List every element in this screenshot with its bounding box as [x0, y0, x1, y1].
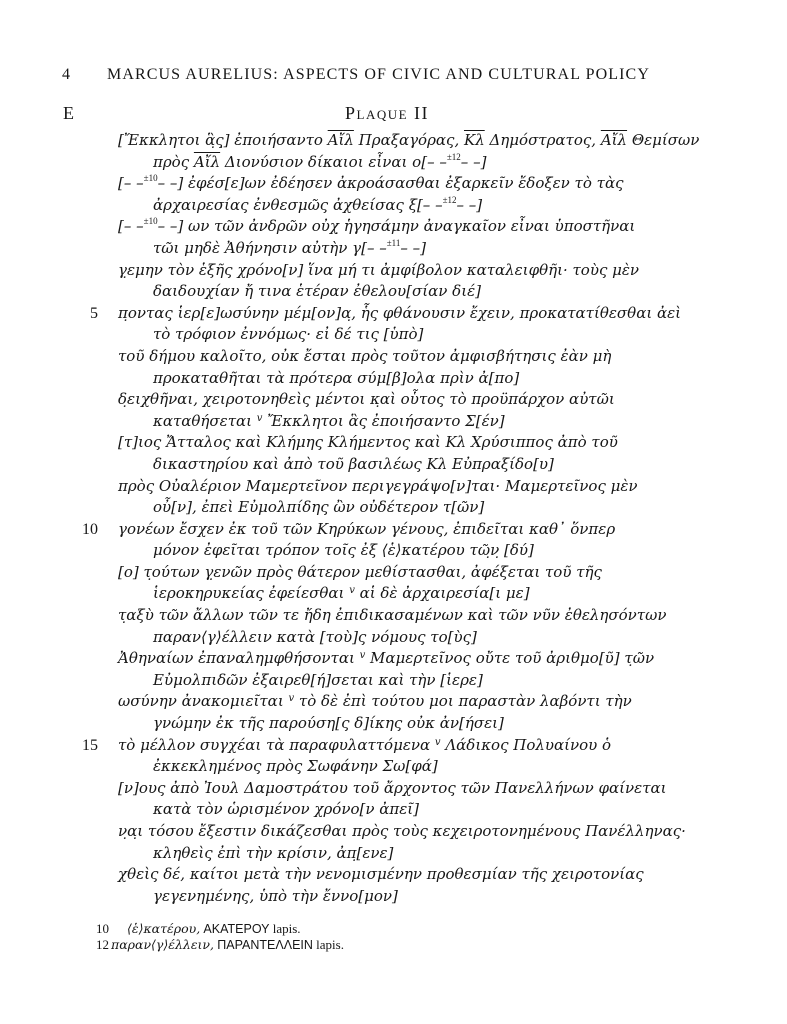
text-segment: – –] ἐφέσ[ε]ων ἐδέησεν ἀκροάσασθαι ἐξαρκεῖν ἔδοξεν τὸ τὰς: [157, 174, 624, 193]
text-segment: καταθήσεται: [153, 411, 257, 430]
text-row: [118, 130, 699, 152]
inscription-line: [118, 821, 699, 864]
text-segment: τοῦ δήμου καλοῖτο, οὐκ ἔσται πρὸς τοῦτον ἀμφισβήτησις ἐὰν μὴ: [118, 346, 612, 365]
apparatus-lemma: ⟨ἑ⟩κατέρου,: [127, 921, 201, 936]
text-segment: Ἀθηναίων ἐπαναλημφθήσονται: [118, 649, 360, 668]
text-segment: τὸ μέλλον συγχέαι τὰ παραφυλαττόμενα: [118, 735, 435, 754]
text-row: [118, 562, 699, 584]
text-segment: Μαμερτεῖνος οὔτε τοῦ ἀριθμο[ῦ] τ̣ῶν: [365, 649, 655, 668]
apparatus-note: [96, 937, 344, 953]
text-segment: κατὰ τὸν ὡρισμένον χρόνο[ν ἀπεῖ]: [153, 800, 419, 819]
lacuna-size: ±10: [143, 216, 158, 227]
text-segment: – –]: [456, 195, 483, 214]
text-row: [118, 713, 699, 735]
text-row: [118, 324, 699, 346]
text-segment: ἐκκεκλημένος πρὸς Σωφάνην Σω[φά]: [153, 757, 438, 776]
section-marker: E: [63, 103, 74, 123]
text-segment: ἀρχαιρεσίας ἐνθεσμῶς ἀχθείσας ξ[– –: [153, 195, 443, 214]
abbreviation: $\overline{Aἴ\lambda}$: [193, 152, 221, 171]
text-segment: Λάδικος Πολυαίνου ὁ: [440, 735, 612, 754]
text-row: [118, 583, 699, 605]
text-row: [118, 756, 699, 778]
vacat-mark: v: [256, 412, 263, 424]
text-row: [118, 152, 699, 174]
text-row: [118, 281, 699, 303]
text-row: [118, 432, 699, 454]
text-segment: Δημόστρατος,: [484, 131, 601, 149]
text-segment: γονέων ἔσχεν ἐκ τοῦ τῶν Κηρύκων γένους, ἐπιδεῖται καθ᾽ ὅνπερ: [118, 519, 616, 538]
text-segment: [Ἔκκλητοι ἃ̣ς̣] ἐποιήσαντο: [118, 131, 328, 149]
abbreviation: $\overline{Aἴ\lambda}$: [600, 131, 628, 149]
inscription-line: [118, 173, 699, 216]
inscription-line: [118, 691, 699, 734]
text-segment: πρὸς Οὐαλέριον Μαμερτεῖνον περιγεγράψο[ν]ται· Μαμερτεῖνος μὲν: [118, 476, 638, 495]
inscription-line: [118, 778, 699, 821]
text-segment: γ̣εμην τὸν ἑξῆς χρόνο[ν] ἵνα μή τι ἀμφίβολον καταλειφθῆι· τοὺς μὲν: [118, 260, 640, 279]
text-row: [118, 346, 699, 368]
text-row: [118, 173, 699, 195]
text-row: [118, 821, 699, 843]
inscription-line: [118, 605, 699, 648]
text-row: [118, 778, 699, 800]
text-segment: π̣οντας ἱερ[ε]ωσύνην μέμ[ον]α̣, ἧς φθάνουσιν ἔχειν, προκατατίθεσθαι ἀεὶ: [118, 303, 682, 322]
text-row: [118, 843, 699, 865]
inscription-text: [82, 130, 700, 907]
text-row: [118, 648, 699, 670]
text-segment: αἱ δὲ ἀρχαιρεσία[ι με]: [354, 584, 530, 603]
text-segment: δαιδουχίαν ἤ τινα ἑτέραν ἐθελου[σίαν διέ]: [153, 282, 481, 301]
text-segment: κληθεὶς ἐπὶ τὴν κρίσιν, ἀπ̣[ενε]: [153, 843, 394, 862]
line-number: 15: [82, 736, 98, 754]
apparatus-note: [96, 921, 344, 937]
text-segment: πρὸς: [153, 152, 194, 171]
text-segment: ωσύνην ἀνακομιεῖται: [118, 692, 289, 711]
text-row: [118, 216, 699, 238]
text-row: [118, 497, 699, 519]
text-segment: [ν]ους ἀπὸ Ἰουλ Δαμοστράτου τοῦ ἄρχοντος τῶν Πανελλήνων φαίνεται: [118, 778, 667, 797]
text-row: [118, 540, 699, 562]
lacuna-size: ±12: [442, 194, 457, 205]
vacat-mark: v: [288, 693, 295, 705]
inscription-line: [118, 389, 699, 432]
inscription-line: [118, 346, 699, 389]
text-segment: [– –: [118, 174, 144, 193]
inscription-line: [90, 303, 699, 346]
text-segment: παραν⟨γ⟩έλλειν κατὰ [τοὺ]ς νόμους το[ὺς]: [153, 627, 477, 646]
inscription-line: [118, 562, 699, 605]
lacuna-size: ±11: [386, 237, 401, 248]
running-title: MARCUS AURELIUS: ASPECTS OF CIVIC AND CULTURAL POLICY: [107, 66, 650, 83]
apparatus-comment: lapis.: [316, 937, 344, 952]
text-row: [118, 886, 699, 908]
text-segment: τὸ δὲ ἐπὶ τούτου μοι παραστὰν λαβόντι τὴν: [294, 692, 632, 711]
text-segment: Διονύσιον δίκαιοι εἶναι ο[– –: [220, 152, 447, 171]
inscription-line: [118, 476, 699, 519]
text-row: [118, 735, 699, 757]
text-segment: γνώμην ἐκ τῆς παρούση[ς δ]ίκης οὐκ ἀν[ήσει]: [153, 714, 504, 733]
text-row: [118, 476, 699, 498]
text-segment: Ἔκκλητοι ἃς ἐποιήσαντο Σ[έν]: [262, 411, 505, 430]
text-segment: δικαστηρίου καὶ ἀπὸ τοῦ βασιλέως Κλ Εὐπραξίδο[υ]: [153, 454, 554, 473]
text-segment: [ο] τ̣ούτων γ̣ενῶν πρὸς θάτερον μεθίστασθαι, ἀφέξεται τοῦ τῆς: [118, 562, 602, 581]
text-segment: – –] ων τῶν ἀνδρῶν οὐχ̣ ἡγησάμην ἀναγκαῖον εἶναι ὑποστῆναι: [157, 217, 636, 236]
line-number: 10: [82, 520, 98, 538]
inscription-line: [82, 519, 699, 562]
abbreviation: $\overline{Aἴ\lambda}$: [327, 131, 354, 149]
text-segment: τ̣αξὺ τῶν ἄλλων τῶν τε ἤδη ἐπιδικασαμένων καὶ τῶν νῦν ἐθελησόντων: [118, 606, 667, 625]
text-row: [118, 238, 699, 260]
vacat-mark: v: [349, 585, 355, 597]
line-number: 5: [90, 304, 98, 322]
inscription-line: [118, 432, 699, 475]
text-segment: τὸ τρόφιον ἐννόμως· εἰ δέ τις [ὑπὸ]: [153, 325, 424, 344]
apparatus-line-ref: 12: [96, 937, 109, 952]
text-segment: χθεὶς δέ, καίτοι μετὰ τὴν νενομισμένην προθεσμίαν τῆς χειροτονίας: [118, 865, 644, 884]
vacat-mark: v: [434, 736, 441, 748]
text-row: [118, 691, 699, 713]
text-row: [118, 605, 699, 627]
text-row: [118, 799, 699, 821]
text-row: [118, 864, 699, 886]
text-segment: Θεμίσων: [627, 131, 700, 149]
text-row: [118, 195, 699, 217]
apparatus-comment: lapis.: [272, 921, 301, 936]
apparatus-stone-reading: ΠΑΡΑΝΤΕΛΛΕΙΝ: [217, 938, 313, 952]
text-row: [118, 368, 699, 390]
text-row: [118, 411, 699, 433]
inscription-line: [118, 130, 699, 173]
text-segment: – –]: [400, 238, 426, 257]
text-segment: τῶι μηδὲ Ἀθήνησιν αὐτὴν γ[– –: [153, 238, 387, 257]
text-segment: οὖ[ν], ἐπεὶ Εὐμολπίδης ὢν οὐδέτερον τ[ῶν]: [153, 498, 485, 517]
apparatus-lemma: παραν⟨γ⟩έλλειν,: [111, 937, 215, 952]
text-row: [118, 389, 699, 411]
inscription-line: [82, 735, 699, 778]
page-number: 4: [62, 66, 70, 83]
text-row: [118, 454, 699, 476]
text-segment: [– –: [118, 217, 144, 236]
text-segment: [τ]ιος Ἄτταλος καὶ Κλήμης Κλήμεντος καὶ Κλ Χρύσιππος ἀπὸ τοῦ: [118, 433, 618, 452]
text-segment: Πραξαγόρας,: [353, 131, 464, 149]
text-row: [118, 627, 699, 649]
inscription-line: [118, 216, 699, 259]
inscription-line: [118, 648, 699, 691]
abbreviation: $\overline{K\lambda}$: [463, 131, 485, 149]
inscription-line: [118, 260, 699, 303]
text-segment: Εὐμολπιδῶν ἐξαιρεθ[ή]σεται καὶ τὴν [ἱερε]: [153, 670, 483, 689]
text-row: [118, 670, 699, 692]
lacuna-size: ±12: [446, 151, 461, 162]
text-segment: δ̣ειχθῆναι, χειροτονηθεὶς μέντοι κ̣αὶ οὗτος τὸ προϋπάρχον αὐτῶι: [118, 390, 615, 409]
text-row: [118, 303, 699, 325]
plaque-title: Plaque II: [345, 103, 430, 123]
text-segment: προκαταθῆται τὰ πρότερα σύμ[β]ολα πρὶν ἀ[πο]: [153, 368, 520, 387]
critical-apparatus: [96, 921, 344, 953]
apparatus-line-ref: 10: [96, 921, 109, 936]
inscription-line: [118, 864, 699, 907]
text-row: [118, 260, 699, 282]
text-segment: ἱεροκηρυκείας ἐφείεσθαι: [153, 584, 350, 603]
vacat-mark: v: [359, 650, 366, 662]
lacuna-size: ±10: [143, 173, 158, 184]
text-segment: – –]: [460, 152, 487, 171]
text-segment: μόνον ἐφεῖται τρόπον τοῖς ἐξ ⟨ἑ⟩κατέρου τῶ̣ν̣ [δύ]: [153, 541, 534, 560]
text-segment: γεγενημένης, ὑπὸ τὴν ἔννο[μον]: [153, 886, 398, 905]
text-segment: ν̣α̣ι τόσου ἔξεστιν δικάζεσθαι πρὸς τοὺς κεχειροτονημένους Πανέλληνας·: [118, 822, 686, 840]
text-row: [118, 519, 699, 541]
apparatus-stone-reading: ΑΚΑΤΕΡΟΥ: [203, 922, 270, 936]
